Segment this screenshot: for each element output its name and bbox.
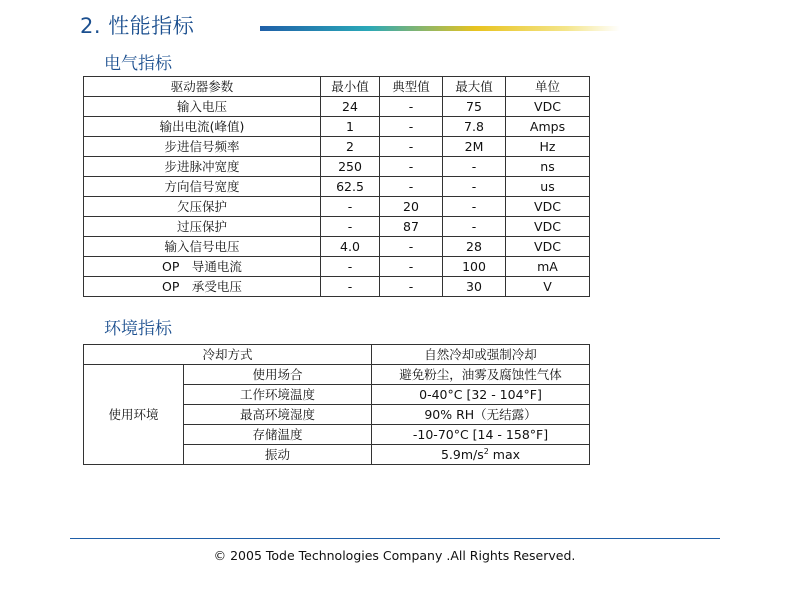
unit-cell: Amps	[506, 117, 590, 137]
min-cell: 250	[321, 157, 380, 177]
env-value-cell: -10-70°C [14 - 158°F]	[372, 425, 590, 445]
env-param-cell: 工作环境温度	[184, 385, 372, 405]
max-cell: -	[443, 157, 506, 177]
table-row	[84, 217, 590, 237]
header-unit: 单位	[506, 77, 590, 97]
param-cell: OP 导通电流	[84, 257, 321, 277]
unit-cell: VDC	[506, 97, 590, 117]
table-row	[84, 177, 590, 197]
unit-cell: VDC	[506, 197, 590, 217]
param-cell: 步进信号频率	[84, 137, 321, 157]
vibration-unit-suffix: max	[488, 447, 521, 462]
environment-spec-heading: 环境指标	[104, 319, 172, 339]
cooling-value-cell: 自然冷却或强制冷却	[372, 345, 590, 365]
typ-cell: -	[380, 97, 443, 117]
env-param-cell: 最高环境湿度	[184, 405, 372, 425]
electrical-spec-heading: 电气指标	[104, 54, 172, 74]
vibration-exponent: 2	[483, 446, 489, 456]
env-param-cell: 使用场合	[184, 365, 372, 385]
heading-gradient-bar	[260, 26, 620, 31]
unit-cell: VDC	[506, 237, 590, 257]
min-cell: -	[321, 217, 380, 237]
table-row	[84, 137, 590, 157]
param-cell: OP 承受电压	[84, 277, 321, 297]
table-row	[84, 117, 590, 137]
table-row	[84, 277, 590, 297]
env-value-cell: 90% RH（无结露）	[372, 405, 590, 425]
table-row	[84, 197, 590, 217]
footer-divider	[70, 538, 720, 539]
param-cell: 输出电流(峰值)	[84, 117, 321, 137]
max-cell: 30	[443, 277, 506, 297]
table-row	[84, 345, 590, 365]
typ-cell: 20	[380, 197, 443, 217]
vibration-value: 5.9m/s	[440, 447, 484, 462]
typ-cell: -	[380, 277, 443, 297]
min-cell: -	[321, 197, 380, 217]
max-cell: 28	[443, 237, 506, 257]
table-row	[84, 157, 590, 177]
electrical-spec-table	[83, 76, 590, 297]
min-cell: -	[321, 257, 380, 277]
param-cell: 输入信号电压	[84, 237, 321, 257]
param-cell: 输入电压	[84, 97, 321, 117]
typ-cell: 87	[380, 217, 443, 237]
env-param-cell: 振动	[184, 445, 372, 465]
max-cell: 75	[443, 97, 506, 117]
table-row	[84, 257, 590, 277]
section-heading: 2. 性能指标	[80, 14, 195, 38]
table-row	[84, 237, 590, 257]
max-cell: 100	[443, 257, 506, 277]
unit-cell: ns	[506, 157, 590, 177]
param-cell: 方向信号宽度	[84, 177, 321, 197]
param-cell: 步进脉冲宽度	[84, 157, 321, 177]
param-cell: 过压保护	[84, 217, 321, 237]
unit-cell: V	[506, 277, 590, 297]
env-value-cell	[372, 445, 590, 465]
min-cell: 24	[321, 97, 380, 117]
copyright-footer: © 2005 Tode Technologies Company .All Rights Reserved.	[213, 548, 576, 563]
table-header-row	[84, 77, 590, 97]
typ-cell: -	[380, 137, 443, 157]
min-cell: -	[321, 277, 380, 297]
max-cell: -	[443, 217, 506, 237]
env-value-cell: 0-40°C [32 - 104°F]	[372, 385, 590, 405]
typ-cell: -	[380, 157, 443, 177]
min-cell: 1	[321, 117, 380, 137]
env-param-cell: 存储温度	[184, 425, 372, 445]
max-cell: -	[443, 177, 506, 197]
unit-cell: VDC	[506, 217, 590, 237]
usage-environment-label: 使用环境	[84, 365, 184, 465]
typ-cell: -	[380, 117, 443, 137]
param-cell: 欠压保护	[84, 197, 321, 217]
max-cell: 7.8	[443, 117, 506, 137]
environment-spec-table	[83, 344, 590, 465]
max-cell: 2M	[443, 137, 506, 157]
header-max: 最大值	[443, 77, 506, 97]
max-cell: -	[443, 197, 506, 217]
header-typ: 典型值	[380, 77, 443, 97]
header-parameter: 驱动器参数	[84, 77, 321, 97]
unit-cell: Hz	[506, 137, 590, 157]
cooling-label-cell: 冷却方式	[84, 345, 372, 365]
typ-cell: -	[380, 237, 443, 257]
typ-cell: -	[380, 177, 443, 197]
table-row	[84, 97, 590, 117]
typ-cell: -	[380, 257, 443, 277]
min-cell: 62.5	[321, 177, 380, 197]
unit-cell: mA	[506, 257, 590, 277]
table-row	[84, 365, 590, 385]
min-cell: 2	[321, 137, 380, 157]
unit-cell: us	[506, 177, 590, 197]
header-min: 最小值	[321, 77, 380, 97]
env-value-cell: 避免粉尘，油雾及腐蚀性气体	[372, 365, 590, 385]
min-cell: 4.0	[321, 237, 380, 257]
